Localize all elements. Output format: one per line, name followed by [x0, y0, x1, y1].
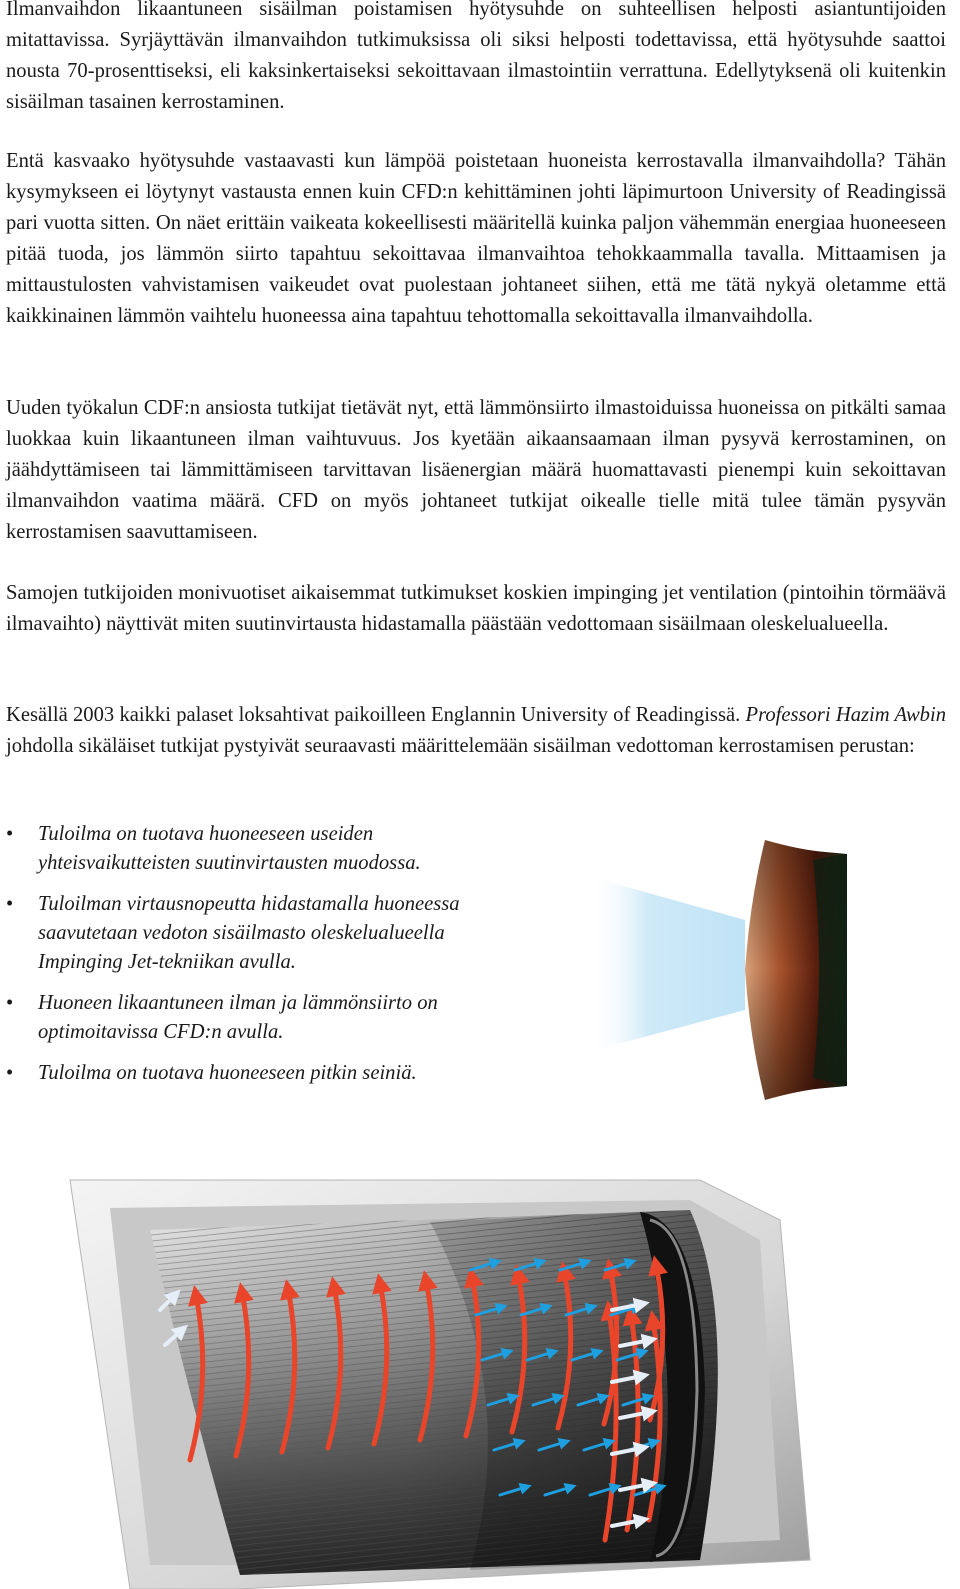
- bullet-dot: •: [6, 1062, 14, 1084]
- paragraph-1: Ilmanvaihdon likaantuneen sisäilman poistamisen hyötysuhde on suhteellisen helposti asiantuntijoiden mitattavissa. Syrjäyttävän ilmanvaihdon tutkimuksissa oli siksi helposti todettavissa, että hyötysuhde saattoi nousta 70-prosenttiseksi, eli kaksinkertaiseksi sekoittavaan ilmastointiin verrattuna. Edellytyksenä oli kuitenkin sisäilman tasainen kerrostaminen.: [6, 0, 946, 113]
- bullet-item: [6, 989, 526, 1047]
- ventilation-unit-cutaway-illustration: [0, 1160, 960, 1589]
- paragraph-5: [6, 700, 946, 762]
- bullet-item: [6, 1059, 526, 1088]
- paragraph-3: Uuden työkalun CDF:n ansiosta tutkijat tietävät nyt, että lämmönsiirto ilmastoiduissa huoneissa on pitkälti samaa luokkaa kuin likaantuneen ilman vaihtuvuus. Jos kyetään aikaansaamaan ilman pysyvä kerrostaminen, on jäähdyttämiseen tai lämmittämiseen tarvittavan lisäenergian määrä huomattavasti pienempi kuin sekoittavan ilmanvaihdon vaatima määrä. CFD on myös johtaneet tutkijat oikealle tielle mitä tulee tämän pysyvän kerrostamisen saavuttamiseen.: [6, 397, 946, 543]
- paragraph-4: Samojen tutkijoiden monivuotiset aikaisemmat tutkimukset koskien impinging jet ventilation (pintoihin törmäävä ilmavaihto) näyttivät miten suutinvirtausta hidastamalla päästään vedottomaan sisäilmaan oleskelualueella.: [6, 582, 946, 635]
- paragraph-5-start: Kesällä 2003 kaikki palaset loksahtivat paikoilleen Englannin University of Readingissä.: [6, 704, 741, 726]
- paragraph-5-end: johdolla sikäläiset tutkijat pystyivät seuraavasti määrittelemään sisäilman vedottoman kerrostamisen perustan:: [6, 735, 915, 757]
- professor-name: Professori Hazim Awbin: [745, 704, 946, 726]
- bullet-list: [6, 820, 526, 1100]
- bullet-text: Huoneen likaantuneen ilman ja lämmönsiirto on optimoitavissa CFD:n avulla.: [38, 992, 438, 1043]
- bullet-dot: •: [6, 823, 14, 845]
- bullet-text: Tuloilman virtausnopeutta hidastamalla huoneessa saavutetaan vedoton sisäilmasto oleskelualueella Impinging Jet-tekniikan avulla.: [38, 893, 460, 973]
- bullet-text: Tuloilma on tuotava huoneeseen pitkin seiniä.: [38, 1062, 417, 1084]
- bullet-item: [6, 820, 526, 878]
- paragraph-2: Entä kasvaako hyötysuhde vastaavasti kun lämpöä poistetaan huoneista kerrostavalla ilmanvaihdolla? Tähän kysymykseen ei löytynyt vastausta ennen kuin CFD:n kehittäminen johti läpimurtoon University of Readingissä pari vuotta sitten. On näet erittäin vaikeata kokeellisesti määritellä kuinka paljon vähemmän energiaa huoneeseen pitää tuoda, jos lämmön siirto tapahtuu sekoittavaa ilmanvaihtoa tehokkaammalla tavalla. Mittaamisen ja mittaustulosten vahvistamisen vaikeudet ovat puolestaan johtaneet siihen, että me tätä nykyä oletamme että kaikkinainen lämmön vaihtelu huoneessa aina tapahtuu tehottomalla sekoittavalla ilmanvaihdolla.: [6, 150, 946, 327]
- nozzle-airflow-illustration: [585, 840, 855, 1100]
- bullet-item: [6, 890, 526, 977]
- airflow-cone: [595, 878, 745, 1050]
- bullet-dot: •: [6, 893, 14, 915]
- bullet-dot: •: [6, 992, 14, 1014]
- bullet-text: Tuloilma on tuotava huoneeseen useiden yhteisvaikutteisten suutinvirtausten muodossa.: [38, 823, 421, 874]
